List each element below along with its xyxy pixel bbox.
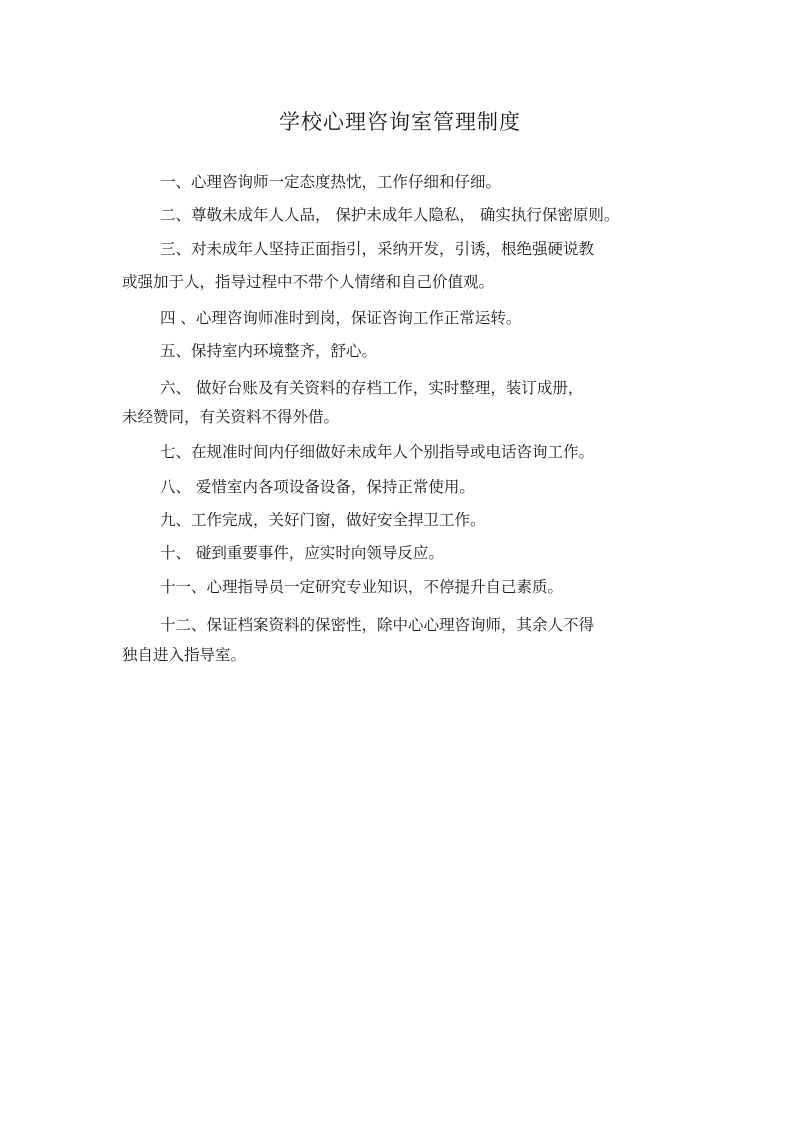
clause-line: 八、 爱惜室内各项设备设备，保持正常使用。 <box>160 478 475 496</box>
clause-line: 未经赞同，有关资料不得外借。 <box>122 408 340 426</box>
clause-line: 十一、心理指导员一定研究专业知识，不停提升自己素质。 <box>160 578 564 596</box>
clause-line: 五、保持室内环境整齐，舒心。 <box>160 342 378 360</box>
clause-line: 独自进入指导室。 <box>122 646 247 664</box>
clause-line: 十二、保证档案资料的保密性，除中心心理咨询师，其余人不得 <box>160 616 595 634</box>
clause-line: 七、在规准时间内仔细做好未成年人个别指导或电话咨询工作。 <box>160 443 595 461</box>
clause-line: 六、 做好台账及有关资料的存档工作，实时整理，装订成册， <box>160 379 584 397</box>
clause-line: 十、 碰到重要事件，应实时向领导反应。 <box>160 544 444 562</box>
clause-line: 四 、心理咨询师准时到岗，保证咨询工作正常运转。 <box>160 309 522 327</box>
clause-line: 三、对未成年人坚持正面指引，采纳开发，引诱，根绝强硬说教 <box>160 240 595 258</box>
clause-line: 一、心理咨询师一定态度热忱，工作仔细和仔细。 <box>160 173 502 191</box>
document-title: 学校心理咨询室管理制度 <box>279 110 521 134</box>
clause-line: 二、尊敬未成年人人品， 保护未成年人隐私， 确实执行保密原则。 <box>160 206 620 224</box>
clause-line: 或强加于人，指导过程中不带个人情绪和自己价值观。 <box>122 273 495 291</box>
clause-line: 九、工作完成，关好门窗，做好安全捍卫工作。 <box>160 511 486 529</box>
